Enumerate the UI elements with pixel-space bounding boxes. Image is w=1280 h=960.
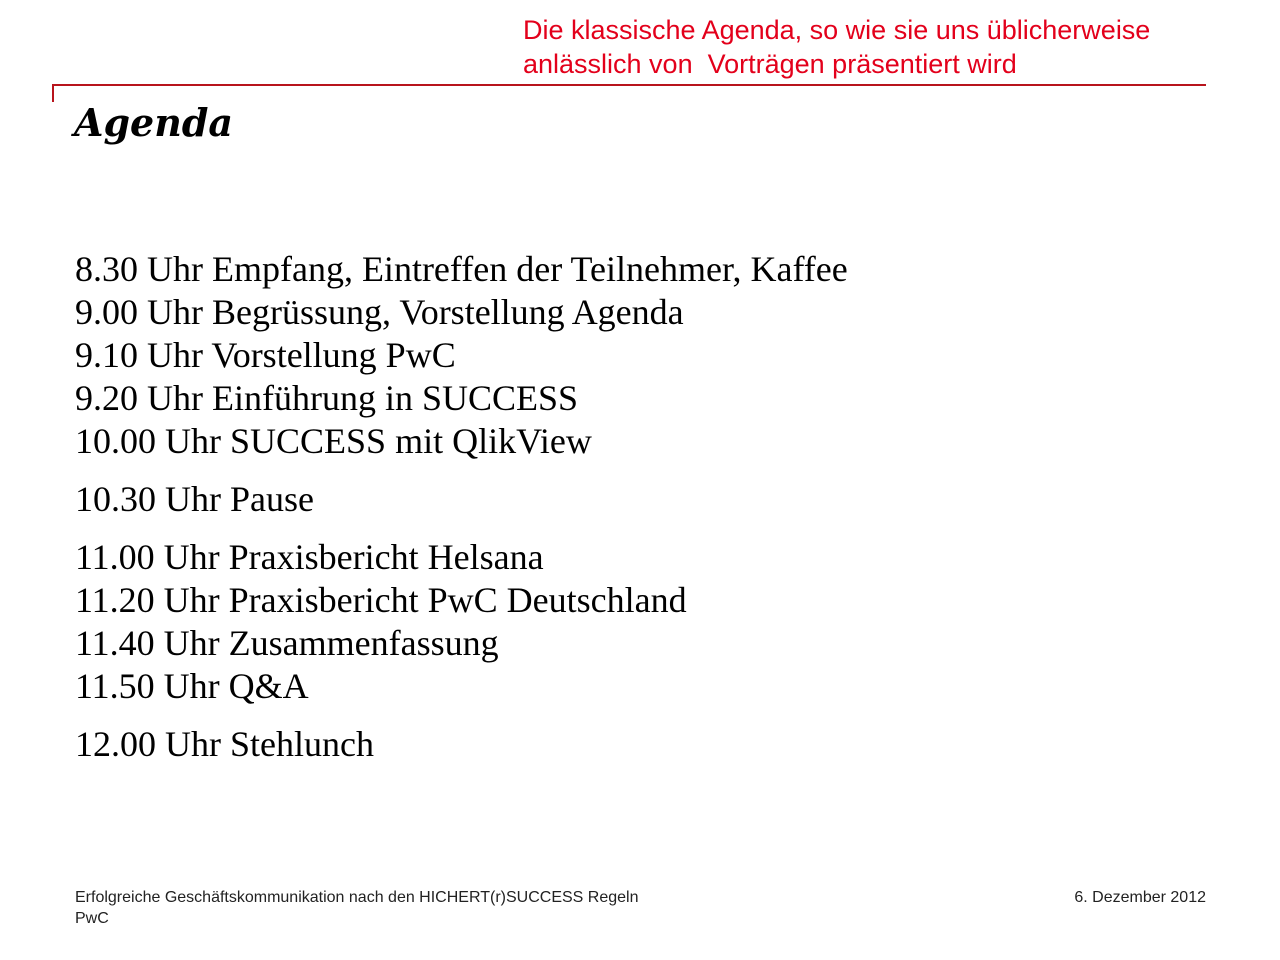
footer-left: [75, 887, 638, 929]
header-rule-corner: [52, 84, 54, 102]
header-rule: [52, 84, 1206, 86]
agenda-group-lunch: [75, 723, 1175, 766]
agenda-item: 9.10 Uhr Vorstellung PwC: [75, 335, 456, 375]
annotation-line-2: anlässlich von Vorträgen präsentiert wird: [523, 49, 1017, 79]
page-title: Agenda: [74, 100, 234, 145]
agenda-item: 9.00 Uhr Begrüssung, Vorstellung Agenda: [75, 292, 684, 332]
annotation-line-1: Die klassische Agenda, so wie sie uns üblicherweise: [523, 15, 1151, 45]
agenda-item: 11.40 Uhr Zusammenfassung: [75, 623, 499, 663]
agenda-group-reports: [75, 536, 1175, 708]
agenda-item: 11.20 Uhr Praxisbericht PwC Deutschland: [75, 580, 687, 620]
agenda-item: 11.00 Uhr Praxisbericht Helsana: [75, 537, 544, 577]
agenda-list: [75, 248, 1175, 781]
agenda-group-break: [75, 478, 1175, 521]
agenda-item: 10.30 Uhr Pause: [75, 479, 314, 519]
agenda-item: 11.50 Uhr Q&A: [75, 666, 309, 706]
agenda-item: 9.20 Uhr Einführung in SUCCESS: [75, 378, 579, 418]
footer-date: 6. Dezember 2012: [1074, 889, 1206, 906]
annotation-note: [523, 13, 1243, 81]
agenda-item: 12.00 Uhr Stehlunch: [75, 724, 374, 764]
footer-company: PwC: [75, 910, 109, 927]
footer-subject: Erfolgreiche Geschäftskommunikation nach den HICHERT(r)SUCCESS Regeln: [75, 889, 639, 906]
agenda-item: 10.00 Uhr SUCCESS mit QlikView: [75, 421, 592, 461]
agenda-group-morning: [75, 248, 1175, 463]
agenda-item: 8.30 Uhr Empfang, Eintreffen der Teilnehmer, Kaffee: [75, 249, 848, 289]
